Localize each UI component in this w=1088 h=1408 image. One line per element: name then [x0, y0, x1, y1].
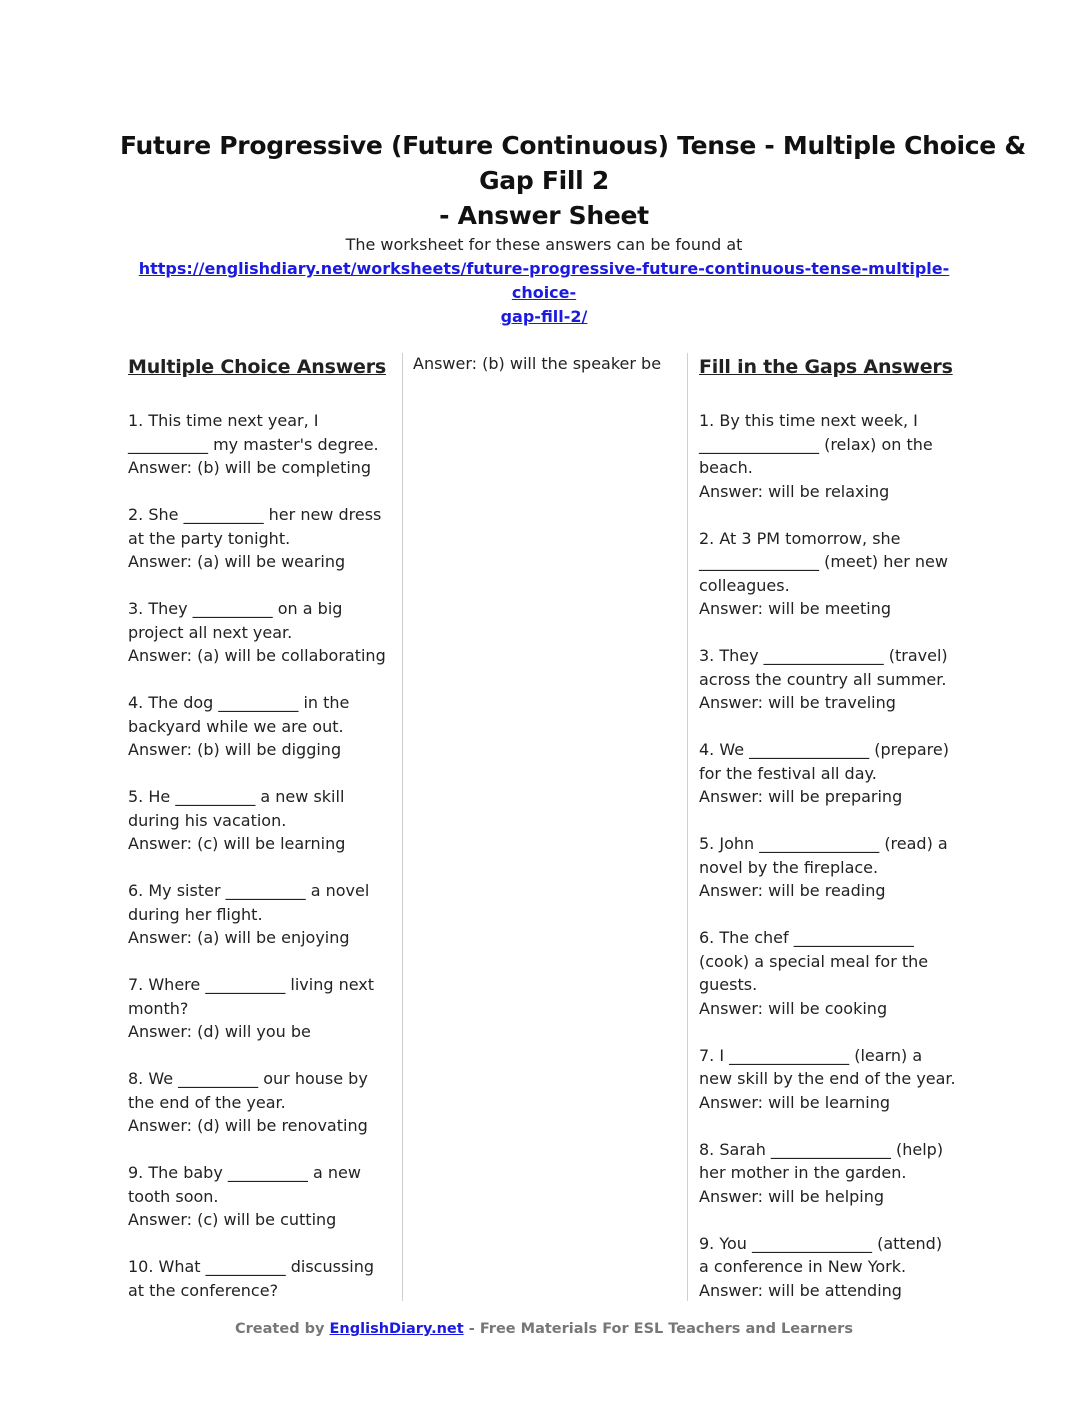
- item-line: during her flight.: [128, 904, 263, 924]
- item-line: Answer: (a) will be wearing: [128, 552, 346, 571]
- column-divider-left: [402, 353, 403, 1301]
- footer: [0, 1321, 1088, 1337]
- multiple-choice-column: [128, 353, 390, 1326]
- list-item: [128, 879, 390, 950]
- list-item: [128, 409, 390, 480]
- item-line: Answer: (a) will be collaborating: [128, 646, 386, 665]
- item-line: 2. She __________ her new dress: [128, 505, 382, 524]
- item-line: Answer: (b) will be digging: [128, 740, 342, 759]
- item-line: 3. They __________ on a big: [128, 599, 343, 618]
- item-line: her mother in the garden.: [699, 1163, 907, 1182]
- item-line: Answer: will be reading: [699, 881, 886, 900]
- item-line: 7. I _______________ (learn) a: [699, 1045, 923, 1065]
- item-line: project all next year.: [128, 622, 293, 642]
- column-divider-right: [687, 353, 688, 1301]
- item-line: Answer: will be learning: [699, 1092, 890, 1112]
- item-line: Answer: (c) will be cutting: [128, 1210, 337, 1229]
- list-item: [699, 1138, 961, 1209]
- item-line: Answer: (d) will you be: [128, 1022, 311, 1041]
- list-item: [128, 691, 390, 762]
- item-line: 9. You _______________ (attend): [699, 1233, 943, 1253]
- title-line-3: - Answer Sheet: [439, 201, 649, 230]
- item-line: guests.: [699, 975, 758, 994]
- continued-answer: Answer: (b) will the speaker be: [413, 354, 662, 373]
- list-item: [699, 832, 961, 903]
- list-item: [128, 597, 390, 668]
- item-line: Answer: (c) will be learning: [128, 834, 346, 853]
- item-line: 4. We _______________ (prepare): [699, 740, 949, 759]
- item-line: Answer: will be cooking: [699, 998, 888, 1018]
- item-line: 1. This time next year, I: [128, 411, 319, 430]
- gap-fill-list: [699, 409, 961, 1302]
- item-line: Answer: (b) will be completing: [128, 458, 372, 477]
- list-item: [699, 926, 961, 1020]
- page-title: [120, 128, 1026, 233]
- item-line: 6. My sister __________ a novel: [128, 881, 370, 900]
- multiple-choice-list: [128, 409, 390, 1302]
- item-line: during his vacation.: [128, 810, 287, 830]
- gap-fill-heading: Fill in the Gaps Answers: [699, 356, 953, 378]
- multiple-choice-heading: Multiple Choice Answers: [128, 356, 387, 378]
- item-line: backyard while we are out.: [128, 716, 344, 736]
- list-item: [699, 409, 961, 503]
- item-line: for the festival all day.: [699, 763, 877, 783]
- item-line: tooth soon.: [128, 1186, 219, 1206]
- item-line: 9. The baby __________ a new: [128, 1163, 361, 1182]
- title-line-2: Gap Fill 2: [479, 166, 609, 195]
- item-line: 8. Sarah _______________ (help): [699, 1139, 944, 1159]
- item-line: 1. By this time next week, I: [699, 411, 918, 430]
- item-line: Answer: (d) will be renovating: [128, 1116, 368, 1135]
- item-line: 10. What __________ discussing: [128, 1257, 375, 1276]
- item-line: Answer: will be preparing: [699, 787, 903, 806]
- item-line: 4. The dog __________ in the: [128, 693, 350, 712]
- item-line: Answer: will be meeting: [699, 599, 892, 618]
- item-line: (cook) a special meal for the: [699, 951, 929, 971]
- item-line: 5. John _______________ (read) a: [699, 834, 948, 853]
- item-line: month?: [128, 998, 189, 1018]
- list-item: [128, 1067, 390, 1138]
- worksheet-link-line-2[interactable]: gap-fill-2/: [500, 307, 588, 326]
- gap-fill-column: [699, 353, 961, 1326]
- item-line: Answer: will be helping: [699, 1186, 885, 1206]
- item-line: the end of the year.: [128, 1092, 286, 1112]
- item-line: colleagues.: [699, 575, 790, 595]
- list-item: [128, 973, 390, 1044]
- item-line: 3. They _______________ (travel): [699, 646, 948, 665]
- item-line: 7. Where __________ living next: [128, 975, 375, 994]
- item-line: _______________ (meet) her new: [699, 552, 948, 571]
- item-line: 8. We __________ our house by: [128, 1069, 368, 1088]
- worksheet-link-line-1[interactable]: https://englishdiary.net/worksheets/future-progressive-future-continuous-tense-multiple-choice-: [138, 259, 950, 302]
- list-item: [128, 503, 390, 574]
- item-line: 2. At 3 PM tomorrow, she: [699, 528, 901, 548]
- list-item: [699, 644, 961, 715]
- footer-brand-link[interactable]: EnglishDiary.net: [329, 1321, 464, 1337]
- list-item: [128, 1161, 390, 1232]
- footer-suffix: - Free Materials For ESL Teachers and Learners: [468, 1321, 853, 1337]
- worksheet-source: [120, 233, 968, 329]
- list-item: [699, 738, 961, 809]
- item-line: Answer: (a) will be enjoying: [128, 928, 350, 947]
- item-line: Answer: will be attending: [699, 1280, 902, 1300]
- item-line: novel by the fireplace.: [699, 857, 879, 877]
- item-line: a conference in New York.: [699, 1257, 907, 1276]
- item-line: 6. The chef _______________: [699, 928, 914, 947]
- item-line: new skill by the end of the year.: [699, 1069, 956, 1088]
- list-item: [699, 1232, 961, 1303]
- item-line: Answer: will be traveling: [699, 693, 896, 712]
- list-item: [128, 1255, 390, 1302]
- item-line: at the party tonight.: [128, 528, 291, 548]
- list-item: [128, 785, 390, 856]
- list-item: [699, 527, 961, 621]
- item-line: 5. He __________ a new skill: [128, 787, 345, 806]
- list-item: [699, 1044, 961, 1115]
- item-line: at the conference?: [128, 1280, 279, 1300]
- continuation-column: [413, 353, 675, 376]
- item-line: across the country all summer.: [699, 669, 947, 689]
- title-line-1: Future Progressive (Future Continuous) Tense - Multiple Choice &: [120, 131, 1026, 160]
- source-intro-text: The worksheet for these answers can be found at: [345, 235, 743, 254]
- item-line: _______________ (relax) on the: [699, 434, 933, 454]
- footer-prefix: Created by: [235, 1321, 325, 1337]
- item-line: Answer: will be relaxing: [699, 481, 890, 501]
- item-line: __________ my master's degree.: [128, 434, 379, 454]
- item-line: beach.: [699, 458, 753, 477]
